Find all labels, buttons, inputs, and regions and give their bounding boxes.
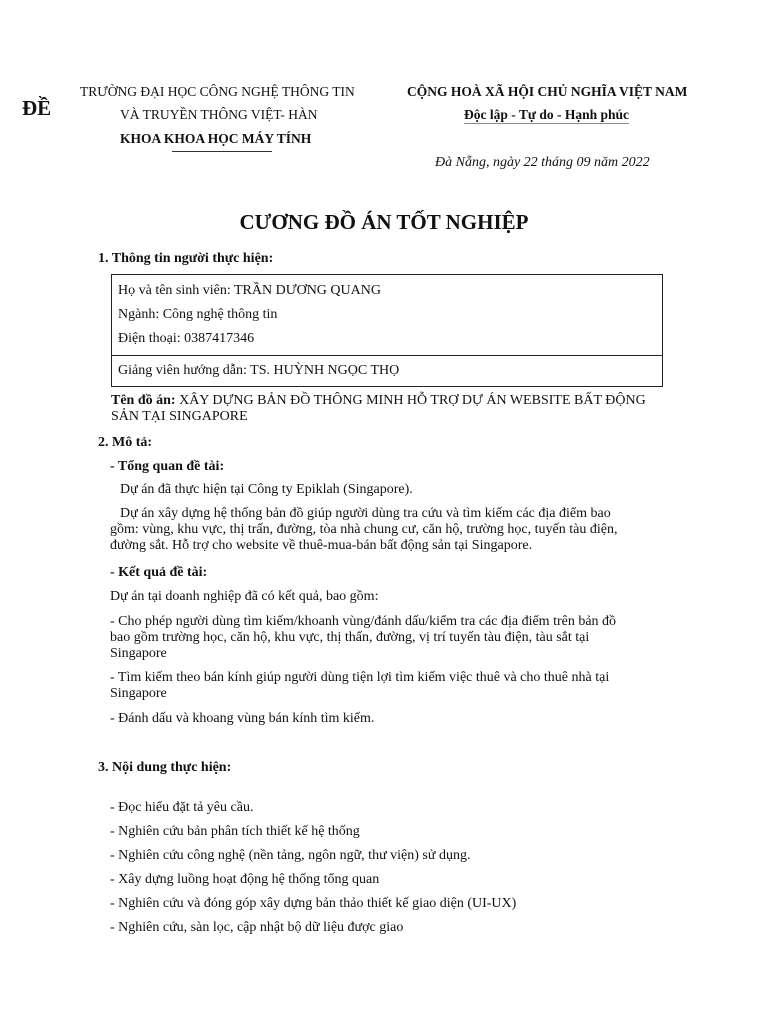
- result-item-3: - Đánh dấu và khoang vùng bán kính tìm kiếm.: [110, 711, 375, 726]
- university-name-line1: TRƯỜNG ĐẠI HỌC CÔNG NGHỆ THÔNG TIN: [80, 84, 355, 99]
- overview-p2-line3: đường sắt. Hỗ trợ cho website về thuê-mua-bán bất động sản tại Singapore.: [110, 538, 533, 553]
- task-item: - Nghiên cứu bản phân tích thiết kế hệ thống: [110, 824, 360, 839]
- advisor-name: Giảng viên hướng dẫn: TS. HUỲNH NGỌC THỌ: [118, 363, 400, 378]
- result-1-line1: - Cho phép người dùng tìm kiếm/khoanh vùng/đánh dấu/kiểm tra các địa điểm trên bản đồ: [110, 614, 617, 629]
- result-item-2: [110, 670, 609, 702]
- project-topic: [111, 393, 646, 425]
- section-2-heading: 2. Mô tả:: [98, 435, 153, 450]
- result-1-line2: bao gồm trường học, căn hộ, khu vực, thị thấn, đường, vị trí tuyến tàu điện, tàu sắt tại: [110, 630, 590, 645]
- student-info-box: [111, 274, 663, 387]
- country-name: CỘNG HOÀ XÃ HỘI CHỦ NGHĨA VIỆT NAM: [407, 84, 688, 99]
- overview-p2-line1: Dự án xây dựng hệ thống bản đồ giúp người dùng tra cứu và tìm kiếm các địa điểm bao: [120, 506, 611, 521]
- overview-heading: - Tổng quan đề tài:: [110, 459, 225, 474]
- section-1-heading: 1. Thông tin người thực hiện:: [98, 251, 274, 266]
- student-phone: Điện thoại: 0387417346: [118, 331, 255, 346]
- project-topic-line2: SẢN TẠI SINGAPORE: [111, 409, 248, 424]
- task-item: - Nghiên cứu và đóng góp xây dựng bản thảo thiết kế giao diện (UI-UX): [110, 896, 517, 911]
- student-major: Ngành: Công nghệ thông tin: [118, 307, 278, 322]
- project-topic-line1: XÂY DỰNG BẢN ĐỒ THÔNG MINH HỖ TRỢ DỰ ÁN WEBSITE BẤT ĐỘNG: [175, 393, 646, 408]
- document-title: CƯƠNG ĐỒ ÁN TỐT NGHIỆP: [239, 210, 529, 234]
- task-item: - Xây dựng luồng hoạt động hệ thống tổng quan: [110, 872, 380, 887]
- result-heading: - Kết quả đề tài:: [110, 565, 208, 580]
- result-item-1: [110, 614, 616, 662]
- result-2-line1: - Tìm kiếm theo bán kính giúp người dùng tiện lợi tìm kiếm việc thuê và cho thuê nhà tại: [110, 670, 610, 685]
- overview-paragraph-1: Dự án đã thực hiện tại Công ty Epiklah (Singapore).: [120, 482, 413, 497]
- document-date: Đà Nẵng, ngày 22 tháng 09 năm 2022: [435, 155, 650, 170]
- national-motto: [464, 107, 629, 123]
- result-1-line3: Singapore: [110, 646, 167, 661]
- student-name: Họ và tên sinh viên: TRẦN DƯƠNG QUANG: [118, 283, 381, 298]
- task-item: - Nghiên cứu công nghệ (nền tảng, ngôn ngữ, thư viện) sử dụng.: [110, 848, 471, 863]
- margin-label: ĐỀ: [22, 96, 52, 120]
- project-topic-label: Tên đồ án:: [111, 393, 176, 408]
- university-name-line2: VÀ TRUYỀN THÔNG VIỆT- HÀN: [120, 107, 318, 122]
- national-motto-text: Độc lập - Tự do - Hạnh phúc: [464, 107, 630, 122]
- faculty-underline: [172, 151, 272, 152]
- task-item: - Đọc hiểu đặt tả yêu cầu.: [110, 800, 254, 815]
- section-3-heading: 3. Nội dung thực hiện:: [98, 760, 232, 775]
- overview-p2-line2: gồm: vùng, khu vực, thị trấn, đường, tòa nhà chung cư, căn hộ, trường học, tuyến tàu điện,: [110, 522, 618, 537]
- task-item: - Nghiên cứu, sàn lọc, cập nhật bộ dữ liệu được giao: [110, 920, 404, 935]
- faculty-name: KHOA KHOA HỌC MÁY TÍNH: [120, 131, 312, 146]
- result-intro: Dự án tại doanh nghiệp đã có kết quả, bao gồm:: [110, 589, 379, 604]
- result-2-line2: Singapore: [110, 686, 167, 701]
- overview-paragraph-2: [110, 506, 617, 554]
- info-box-divider: [112, 355, 662, 356]
